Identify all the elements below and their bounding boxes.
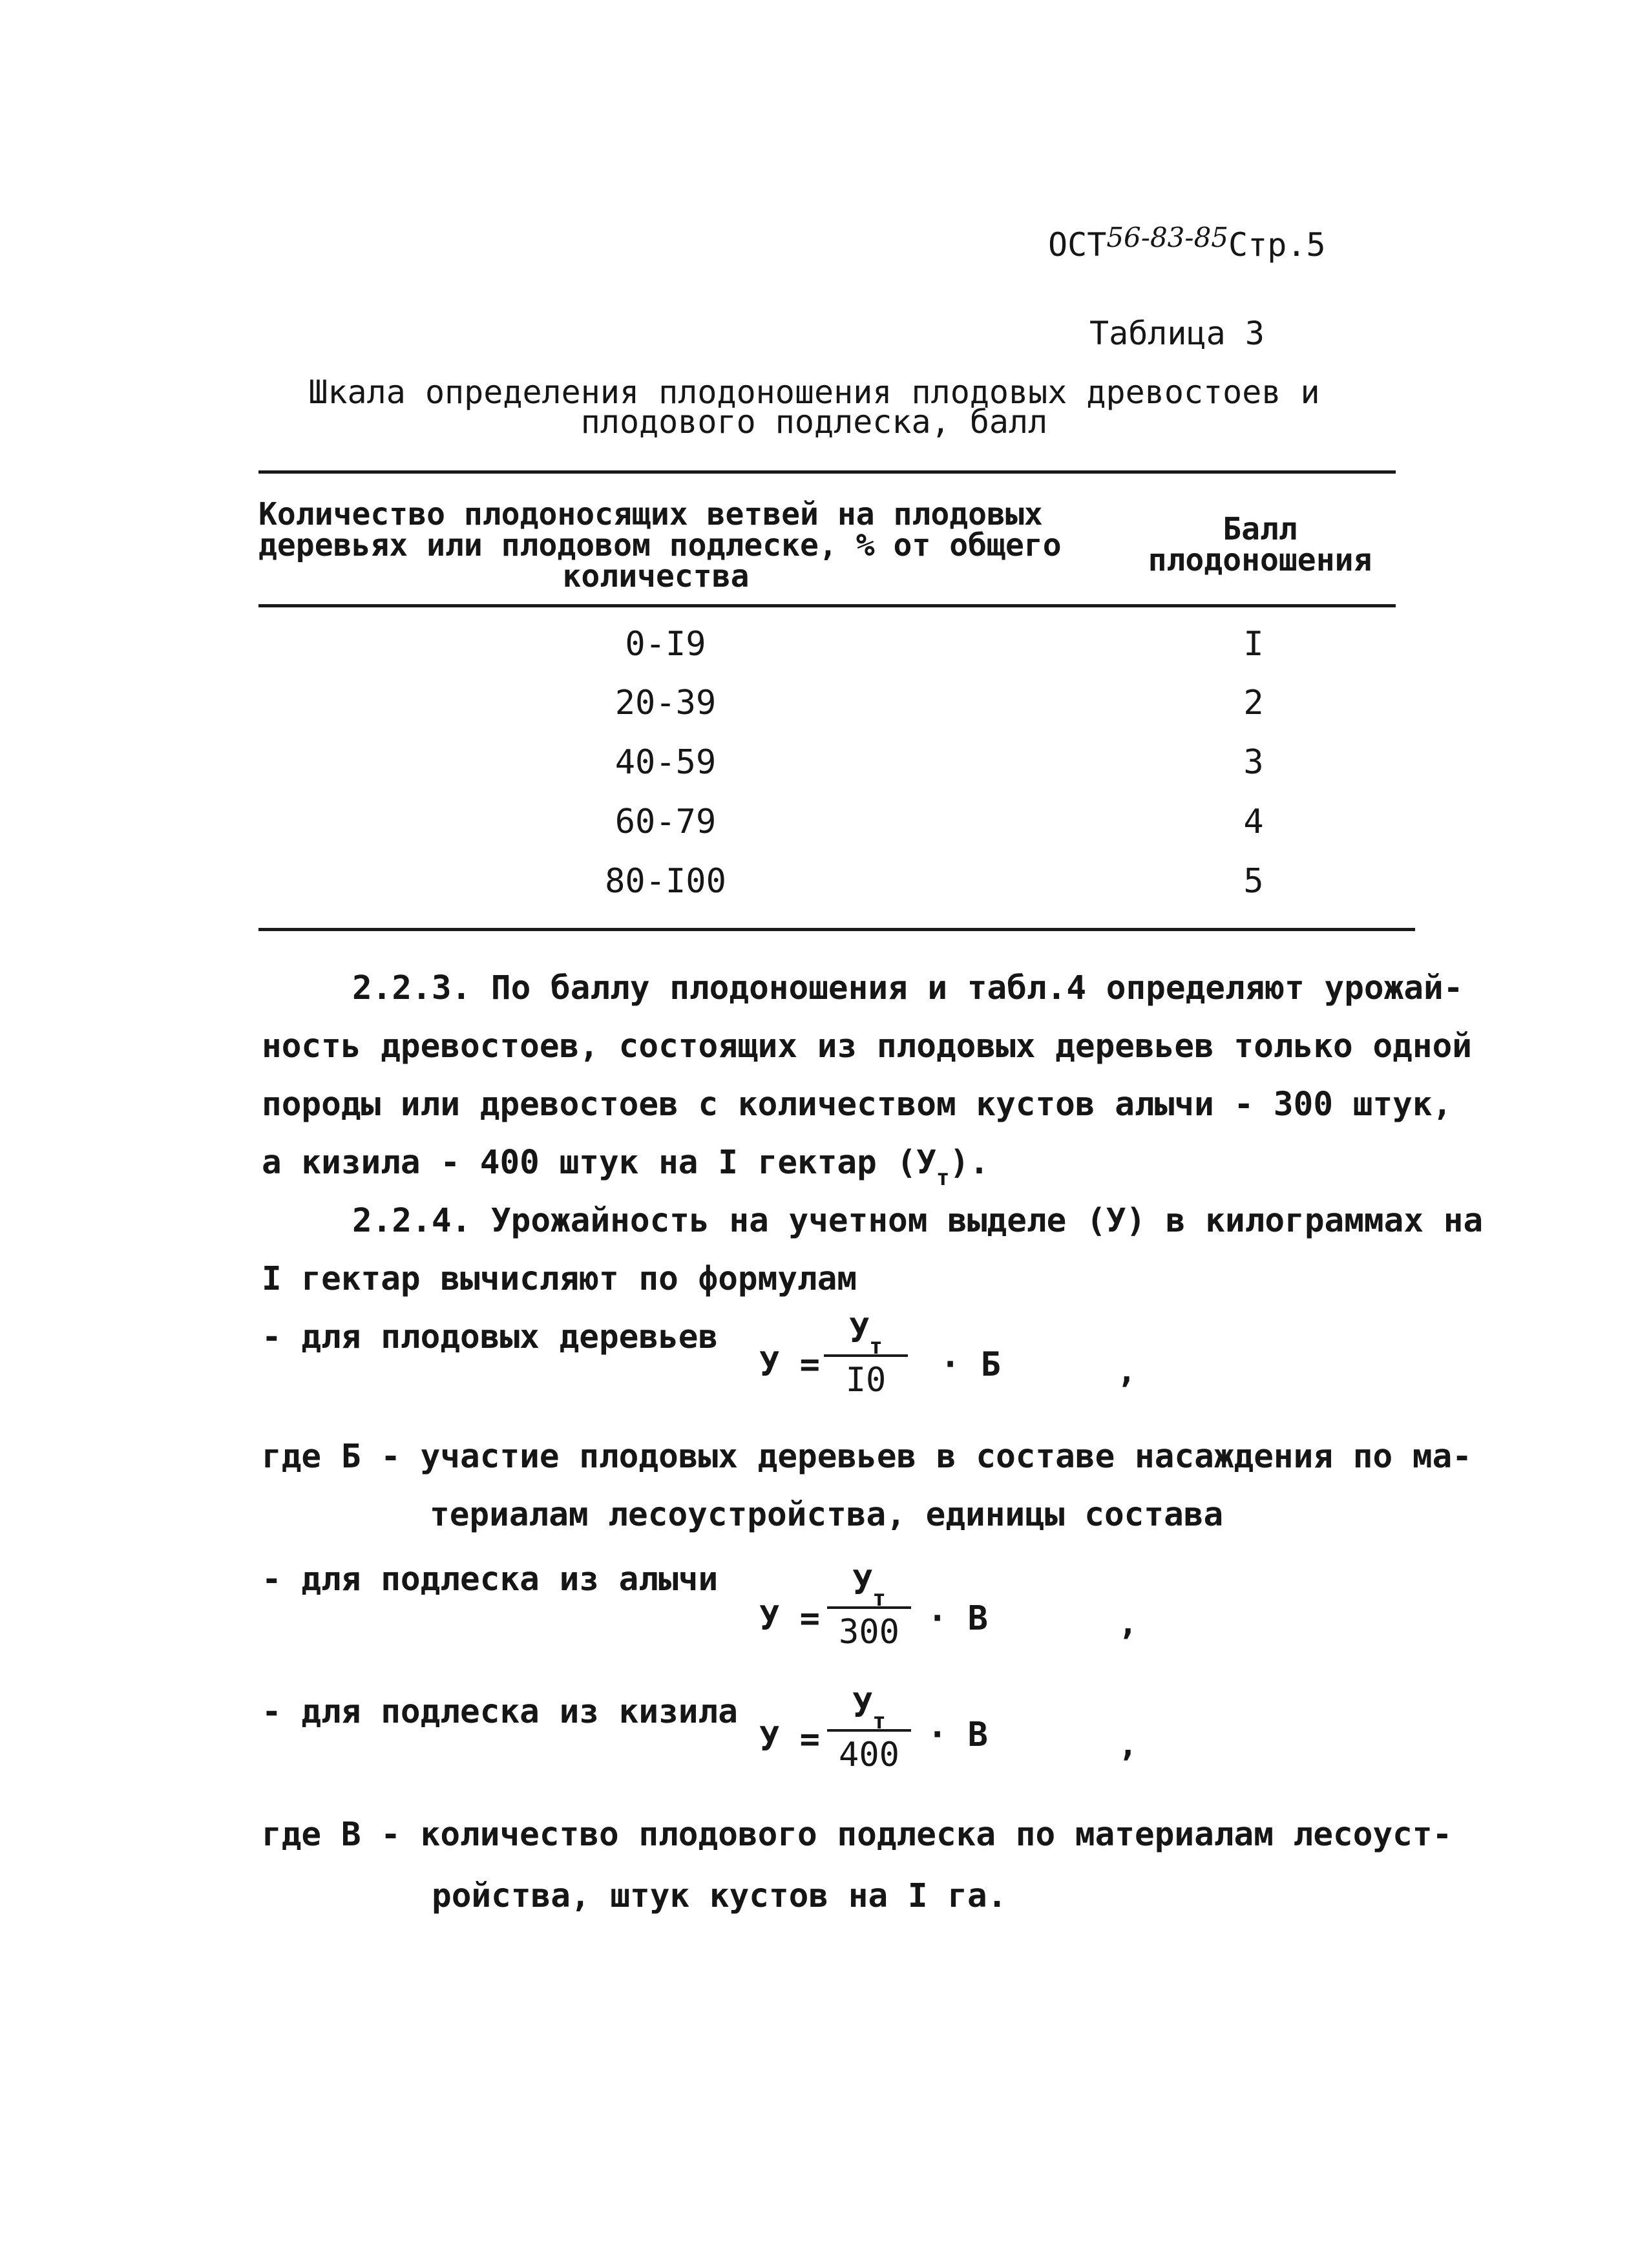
table-label: Таблица 3 — [1089, 315, 1265, 352]
table-top-rule — [258, 470, 1396, 474]
fraction-bar — [827, 1606, 911, 1609]
range-cell: 40-59 — [614, 743, 717, 782]
score-cell: I — [1243, 625, 1264, 664]
where-v-line-2: ройства, штук кустов на I га. — [432, 1877, 1007, 1915]
table-caption-line-2: плодового подлеска, балл — [580, 403, 1048, 441]
p223-line-4-text: а кизила - 400 штук на I гектар (У — [262, 1144, 936, 1182]
numerator-symbol: У — [852, 1686, 873, 1725]
fraction-bar — [824, 1354, 908, 1357]
score-cell: 2 — [1243, 684, 1264, 722]
fraction-denominator: 300 — [839, 1613, 899, 1652]
formula-comma: , — [1117, 1352, 1137, 1391]
col2-header-line-1: Балл — [1223, 511, 1297, 547]
formula-fraction — [827, 1564, 911, 1652]
col1-header-line-2: деревьях или плодовом подлеске, % от общего — [258, 527, 1062, 563]
col2-header-line-2: плодоношения — [1148, 542, 1372, 578]
formula-comma: , — [1118, 1604, 1139, 1643]
numerator-subscript: т — [869, 1334, 883, 1360]
p223-line-2: ность древостоев, состоящих из плодовых деревьев только одной — [262, 1027, 1472, 1066]
range-cell: 60-79 — [614, 803, 717, 841]
numerator-subscript: т — [872, 1708, 886, 1734]
document-code — [1048, 222, 1326, 264]
formula-factor: · Б — [940, 1345, 1001, 1384]
p224-line-2: I гектар вычисляют по формулам — [262, 1260, 857, 1298]
col1-header-line-1: Количество плодоносящих ветвей на плодовых — [258, 496, 1043, 532]
fraction-denominator: I0 — [845, 1361, 887, 1400]
p224-line-1: 2.2.4. Урожайность на учетном выделе (У) в килограммах на — [352, 1202, 1484, 1240]
range-cell: 20-39 — [614, 684, 717, 722]
item-fruit-trees: - для плодовых деревьев — [262, 1318, 719, 1356]
page-number: Стр.5 — [1228, 226, 1326, 264]
numerator-symbol: У — [852, 1564, 873, 1602]
table-caption-line-1: Шкала определения плодоношения плодовых древостоев и — [308, 373, 1320, 411]
range-cell: 80-I00 — [605, 862, 726, 901]
formula-lhs: У = — [759, 1599, 820, 1638]
code-prefix: ОСТ — [1048, 226, 1107, 264]
numerator-symbol: У — [849, 1312, 870, 1350]
col2-header — [1137, 511, 1383, 578]
formula-factor: · В — [927, 1716, 988, 1754]
p223-line-4 — [262, 1144, 989, 1191]
formula-comma: , — [1118, 1725, 1139, 1764]
fraction-denominator: 400 — [839, 1736, 899, 1774]
formula-fraction — [824, 1312, 908, 1400]
table-header-rule — [258, 604, 1396, 607]
formula-fraction — [827, 1686, 911, 1774]
numerator-subscript: т — [872, 1586, 886, 1612]
fraction-numerator — [824, 1312, 908, 1360]
subscript-t: т — [936, 1165, 950, 1191]
p223-line-4-end: ). — [949, 1144, 989, 1182]
where-b-line-1: где Б - участие плодовых деревьев в составе насаждения по ма- — [262, 1438, 1472, 1476]
fraction-numerator — [827, 1564, 911, 1612]
table-bottom-rule — [258, 928, 1415, 931]
range-cell: 0-I9 — [625, 625, 706, 664]
where-b-line-2: териалам лесоустройства, единицы состава — [430, 1496, 1224, 1534]
score-cell: 3 — [1243, 743, 1264, 782]
score-cell: 5 — [1243, 862, 1264, 901]
formula-factor: · В — [927, 1599, 988, 1638]
fraction-bar — [827, 1729, 911, 1732]
where-v-line-1: где В - количество плодового подлеска по материалам лесоуст- — [262, 1816, 1453, 1854]
col1-header — [258, 496, 1098, 594]
code-handwritten: 56-83-85 — [1106, 222, 1229, 253]
p223-line-3: породы или древостоев с количеством кустов алычи - 300 штук, — [262, 1086, 1453, 1124]
formula-lhs: У = — [759, 1720, 820, 1759]
item-cornel: - для подлеска из кизила — [262, 1693, 738, 1731]
col1-header-line-3: количества — [562, 558, 750, 594]
item-cherry-plum: - для подлеска из алычи — [262, 1560, 719, 1599]
fraction-numerator — [827, 1686, 911, 1734]
p223-line-1: 2.2.3. По баллу плодоношения и табл.4 определяют урожай- — [352, 969, 1464, 1007]
score-cell: 4 — [1243, 803, 1264, 841]
formula-lhs: У = — [759, 1345, 820, 1384]
